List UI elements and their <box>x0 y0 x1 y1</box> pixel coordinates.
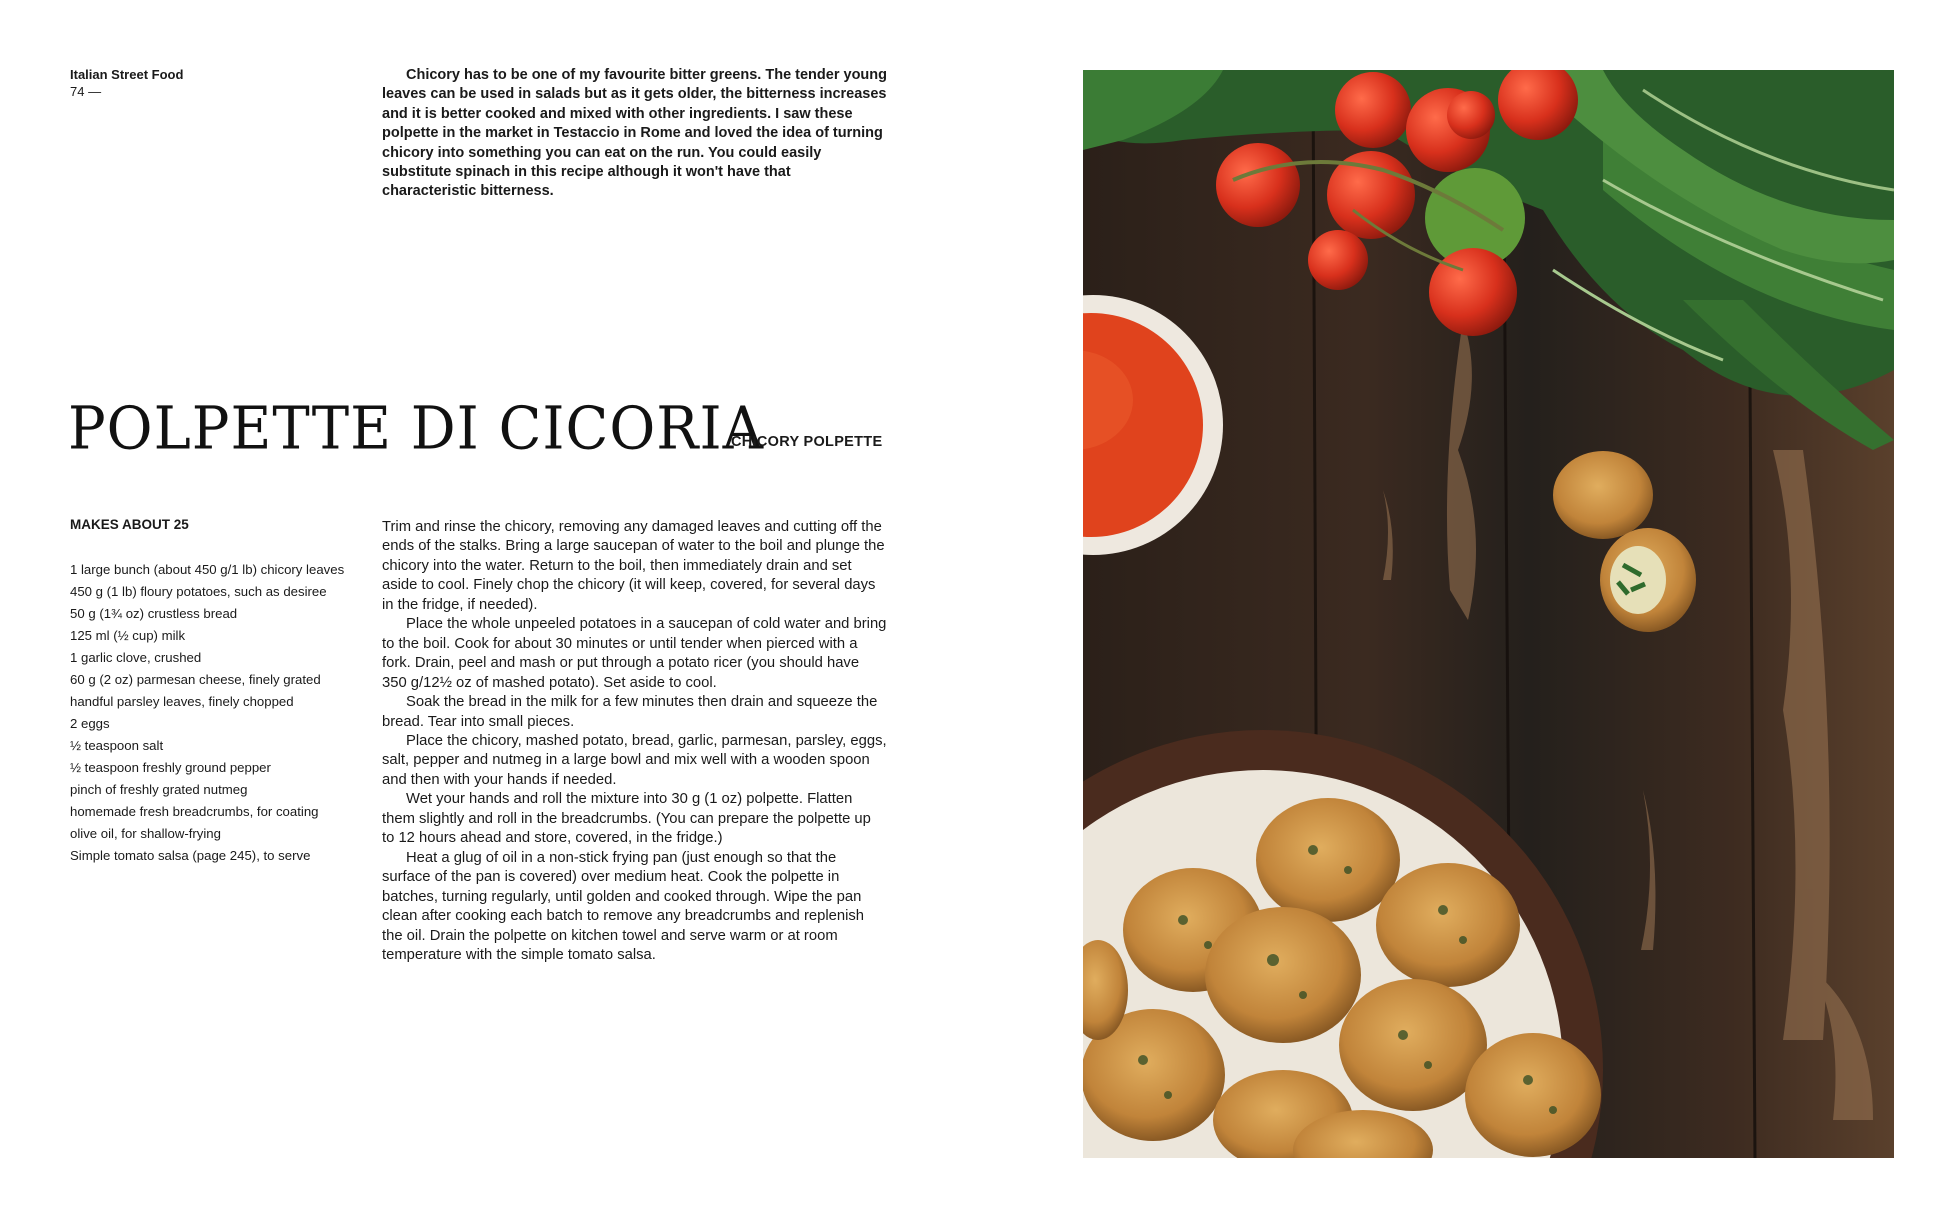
ingredient-item: homemade fresh breadcrumbs, for coating <box>70 804 319 819</box>
ingredient-item: 125 ml (½ cup) milk <box>70 628 186 643</box>
recipe-subtitle: CHICORY POLPETTE <box>731 434 883 450</box>
ingredient-item: olive oil, for shallow-frying <box>70 826 221 841</box>
method-step: Wet your hands and roll the mixture into 30 g (1 oz) polpette. Flatten them slightly and roll in the breadcrumbs. (You can prepare the polpette up to 12 hours ahead and store, covered, in the fridge.) <box>382 791 871 847</box>
recipe-yield: MAKES ABOUT 25 <box>70 517 189 532</box>
intro-paragraph: Chicory has to be one of my favourite bitter greens. The tender young leaves can be used in salads but as it gets older, the bitterness increases and it is better cooked and mixed with other ingredients. I saw these polpette in the market in Testaccio in Rome and loved the idea of turning chicory into something you can eat on the run. You could easily substitute spinach in this recipe although it won't have that characteristic bitterness. <box>382 67 887 200</box>
method-step: Place the whole unpeeled potatoes in a saucepan of cold water and bring to the boil. Cook for about 30 minutes or until tender when pierced with a fork. Drain, peel and mash or put through a potato ricer (you should have 350 g/12½ oz of mashed potato). Set aside to cool. <box>382 616 887 691</box>
book-title: Italian Street Food <box>70 67 184 82</box>
ingredient-item: 1 garlic clove, crushed <box>70 650 202 665</box>
ingredient-item: Simple tomato salsa (page 245), to serve <box>70 848 311 863</box>
ingredients-list <box>70 562 360 870</box>
method-step: Heat a glug of oil in a non-stick frying pan (just enough so that the surface of the pan is covered) over medium heat. Cook the polpette in batches, turning regularly, until golden and cooked through. Wipe the pan clean after cooking each batch to remove any breadcrumbs and replenish the oil. Drain the polpette on kitchen towel and serve warm or at room temperature with the simple tomato salsa. <box>382 849 865 963</box>
ingredient-item: ½ teaspoon salt <box>70 738 164 753</box>
intro-text <box>382 66 887 202</box>
ingredient-item: 60 g (2 oz) parmesan cheese, finely grated <box>70 672 321 687</box>
ingredient-item: pinch of freshly grated nutmeg <box>70 782 248 797</box>
method-step: Trim and rinse the chicory, removing any damaged leaves and cutting off the ends of the stalks. Bring a large saucepan of water to the boil and plunge the chicory into the water. Return to the boil, then immediately drain and set aside to cool. Finely chop the chicory (it will keep, covered, for several days in the fridge, if needed). <box>382 519 885 613</box>
method-text <box>382 518 887 965</box>
method-step: Place the chicory, mashed potato, bread, garlic, parmesan, parsley, eggs, salt, pepper and nutmeg in a large bowl and mix well with a wooden spoon and then with your hands if needed. <box>382 732 887 788</box>
ingredient-item: ½ teaspoon freshly ground pepper <box>70 760 271 775</box>
food-photo-illustration <box>1083 70 1894 1158</box>
ingredient-item: 2 eggs <box>70 716 110 731</box>
food-photo <box>1083 70 1894 1158</box>
recipe-title: POLPETTE DI CICORIA <box>68 394 765 464</box>
method-step: Soak the bread in the milk for a few minutes then drain and squeeze the bread. Tear into small pieces. <box>382 694 878 730</box>
ingredient-item: 1 large bunch (about 450 g/1 lb) chicory leaves <box>70 562 345 577</box>
running-head <box>70 66 183 100</box>
ingredient-item: handful parsley leaves, finely chopped <box>70 694 294 709</box>
ingredient-item: 50 g (1¾ oz) crustless bread <box>70 606 238 621</box>
page-number: 74 — <box>70 84 102 99</box>
ingredient-item: 450 g (1 lb) floury potatoes, such as desiree <box>70 584 327 599</box>
